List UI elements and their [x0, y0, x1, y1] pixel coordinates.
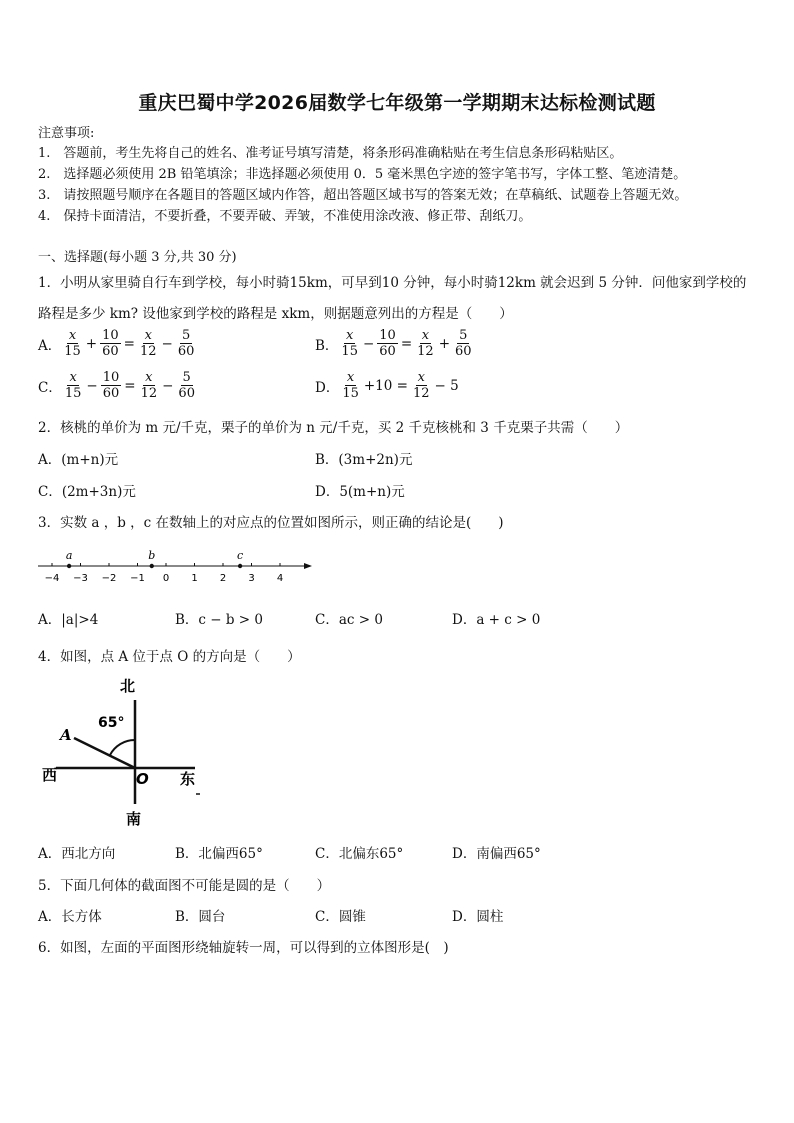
- option-label: A．: [38, 337, 62, 354]
- page-title: 重庆巴蜀中学2026届数学七年级第一学期期末达标检测试题: [138, 92, 656, 114]
- q2-option-d[interactable]: D．5(m+n)元: [315, 484, 405, 500]
- notice-item-1: 1. 答题前，考生先将自己的姓名、准考证号填写清楚，将条形码准确粘贴在考生信息条形码粘贴区。: [38, 146, 623, 161]
- number-line-tick-label: −2: [101, 573, 117, 584]
- fraction: $\frac{x}{15}$: [341, 328, 358, 359]
- number-line-figure: [30, 544, 320, 588]
- fraction: $\frac{x}{15}$: [342, 370, 359, 401]
- fraction: $\frac{x}{12}$: [412, 370, 430, 401]
- q5-stem: 5．下面几何体的截面图不可能是圆的是（ ）: [38, 878, 331, 894]
- option-label: C．: [38, 379, 62, 396]
- east-label: 东: [180, 770, 196, 788]
- number-line-tick-label: −4: [44, 573, 60, 584]
- q4-option-a[interactable]: A．西北方向: [38, 846, 116, 862]
- q5-option-d[interactable]: D．圆柱: [452, 909, 504, 925]
- number-line-tick-label: 2: [219, 573, 227, 584]
- fraction: $\frac{x}{12}$: [139, 328, 157, 359]
- point-o-label: O: [136, 770, 149, 788]
- option-label: D．: [315, 379, 340, 396]
- number-line-arrow: [304, 563, 312, 569]
- q1-option-a[interactable]: A． $\frac{x}{15}$ + $\frac{10}{60}$ = $\frac{x}{12}$ − $\frac{5}{60}$: [38, 328, 195, 359]
- q5-option-b[interactable]: B．圆台: [175, 909, 226, 925]
- south-label: 南: [126, 810, 142, 828]
- q2-option-b[interactable]: B．(3m+2n)元: [315, 452, 413, 468]
- number-line-point-label: c: [237, 549, 244, 562]
- number-line-tick-label: −1: [130, 573, 145, 584]
- number-line-point-label: a: [65, 549, 73, 562]
- fraction: $\frac{5}{60}$: [177, 328, 195, 359]
- angle-arc: [110, 740, 135, 755]
- notice-item-2: 2. 选择题必须使用 2B 铅笔填涂；非选择题必须使用 0．5 毫米黑色字迹的签字笔书写，字体工整、笔迹清楚。: [38, 167, 687, 182]
- north-label: 北: [120, 677, 136, 695]
- number-line-point-label: b: [148, 549, 156, 562]
- q3-option-b[interactable]: B．c − b > 0: [175, 612, 264, 628]
- q1-stem-line2: 路程是多少 km? 设他家到学校的路程是 xkm，则据题意列出的方程是（ ）: [38, 306, 513, 322]
- number-line-tick-label: 0: [162, 573, 170, 584]
- q1-stem-line1: 1．小明从家里骑自行车到学校，每小时骑15km，可早到10 分钟，每小时骑12km 就会迟到 5 分钟．问他家到学校的: [38, 275, 747, 291]
- notice-item-3: 3. 请按照题号顺序在各题目的答题区域内作答，超出答题区域书写的答案无效；在草稿纸、试题卷上答题无效。: [38, 188, 688, 203]
- q3-option-c[interactable]: C．ac > 0: [315, 612, 383, 628]
- compass-figure: [40, 672, 210, 832]
- number-line-tick-label: 3: [248, 573, 255, 584]
- q4-stem: 4．如图，点 A 位于点 O 的方向是（ ）: [38, 649, 301, 665]
- q2-option-a[interactable]: A．(m+n)元: [38, 452, 119, 468]
- fraction: $\frac{x}{15}$: [64, 328, 81, 359]
- notice-heading: 注意事项:: [38, 126, 95, 141]
- option-label: B．: [315, 337, 339, 354]
- q4-option-d[interactable]: D．南偏西65°: [452, 846, 541, 862]
- q1-option-d[interactable]: D． $\frac{x}{15}$ +10 = $\frac{x}{12}$ − 5: [315, 370, 459, 401]
- number-line-point-b: [150, 564, 154, 568]
- fraction: $\frac{10}{60}$: [102, 328, 119, 359]
- q1-option-c[interactable]: C． $\frac{x}{15}$ − $\frac{10}{60}$ = $\frac{x}{12}$ − $\frac{5}{60}$: [38, 370, 195, 401]
- fraction: $\frac{5}{60}$: [455, 328, 472, 359]
- fraction: $\frac{x}{12}$: [417, 328, 434, 359]
- notice-item-4: 4. 保持卡面清洁，不要折叠，不要弄破、弄皱，不准使用涂改液、修正带、刮纸刀。: [38, 209, 532, 224]
- q3-option-a[interactable]: A．|a|>4: [38, 612, 99, 628]
- q1-option-b[interactable]: B． $\frac{x}{15}$ − $\frac{10}{60}$ = $\frac{x}{12}$ + $\frac{5}{60}$: [315, 328, 472, 359]
- q2-option-c[interactable]: C．(2m+3n)元: [38, 484, 136, 500]
- number-line-point-c: [238, 564, 242, 568]
- number-line-tick-label: 1: [191, 573, 198, 584]
- q6-stem: 6．如图，左面的平面图形绕轴旋转一周，可以得到的立体图形是( ): [38, 940, 449, 956]
- fraction: $\frac{10}{60}$: [102, 370, 120, 401]
- q3-option-d[interactable]: D．a + c > 0: [452, 612, 541, 628]
- fraction: $\frac{x}{12}$: [140, 370, 158, 401]
- q4-option-c[interactable]: C．北偏东65°: [315, 846, 404, 862]
- fraction: $\frac{x}{15}$: [64, 370, 82, 401]
- number-line-point-a: [67, 564, 71, 568]
- number-line-tick-label: 4: [276, 573, 284, 584]
- number-line-tick-label: −3: [73, 573, 88, 584]
- west-label: 西: [42, 766, 58, 784]
- q5-option-a[interactable]: A．长方体: [38, 909, 102, 925]
- fraction: $\frac{5}{60}$: [178, 370, 195, 401]
- fraction: $\frac{10}{60}$: [379, 328, 396, 359]
- point-a-label: A: [60, 726, 72, 744]
- q5-option-c[interactable]: C．圆锥: [315, 909, 366, 925]
- number-line-points: [66, 549, 243, 568]
- q2-stem: 2．核桃的单价为 m 元/千克，栗子的单价为 n 元/千克，买 2 千克核桃和 3 千克栗子共需（ ）: [38, 420, 629, 436]
- angle-label: 65°: [98, 715, 125, 731]
- section-heading: 一、选择题(每小题 3 分,共 30 分): [38, 250, 237, 265]
- q4-option-b[interactable]: B．北偏西65°: [175, 846, 263, 862]
- q3-stem: 3．实数 a ，b ，c 在数轴上的对应点的位置如图所示，则正确的结论是( ): [38, 515, 504, 531]
